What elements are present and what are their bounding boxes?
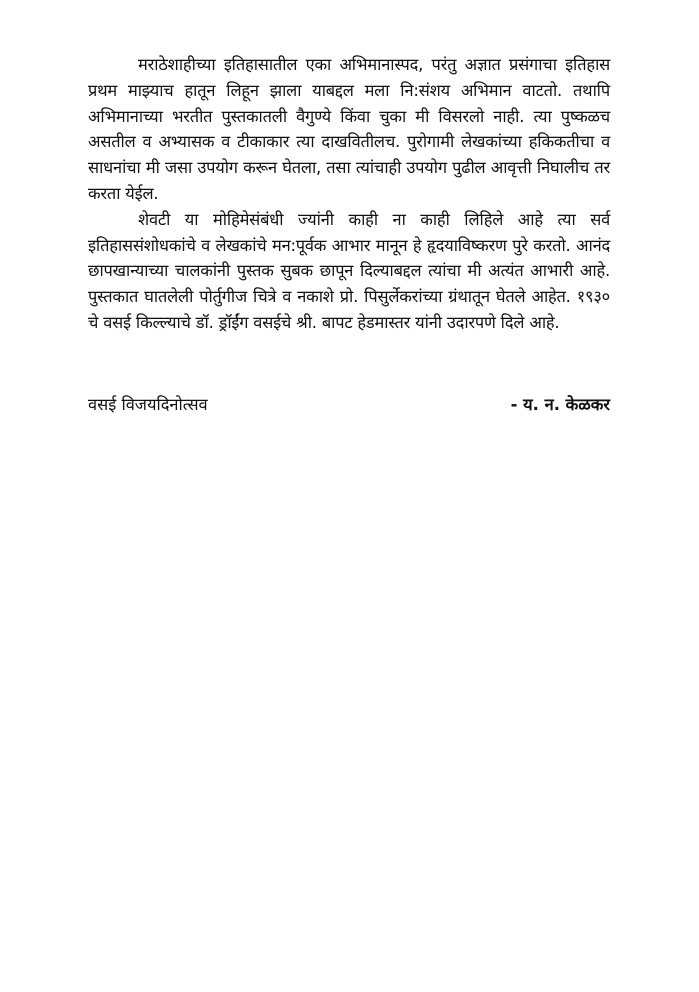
signoff: [88, 392, 610, 418]
paragraph-2: शेवटी या मोहिमेसंबंधी ज्यांनी काही ना काही लिहिले आहे त्या सर्व इतिहाससंशोधकांचे व लेखकांचे मन:पूर्वक आभार मानून हे हृदयाविष्करण पुरे करतो. आनंद छापखान्याच्या चालकांनी पुस्तक सुबक छापून दिल्याबद्दल त्यांचा मी अत्यंत आभारी आहे. पुस्तकात घातलेली पोर्तुगीज चित्रे व नकाशे प्रो. पिसुर्लेकरांच्या ग्रंथातून घेतले आहेत. १९३० चे वसई किल्ल्याचे डॉ. ड्रॉईंग वसईचे श्री. बापट हेडमास्तर यांनी उदारपणे दिले आहे.: [88, 209, 610, 332]
document-body: [88, 52, 610, 336]
signoff-author: - य. न. केळकर: [510, 395, 610, 414]
signoff-place-date: वसई विजयदिनोत्सव: [88, 395, 208, 414]
paragraph-1: मराठेशाहीच्या इतिहासातील एका अभिमानास्पद, परंतु अज्ञात प्रसंगाचा इतिहास प्रथम माझ्याच हातून लिहून झाला याबद्दल मला नि:संशय अभिमान वाटतो. तथापि अभिमानाच्या भरतीत पुस्तकातली वैगुण्ये किंवा चुका मी विसरलो नाही. त्या पुष्कळच असतील व अभ्यासक व टीकाकार त्या दाखवितीलच. पुरोगामी लेखकांच्या हकिकतीचा व साधनांचा मी जसा उपयोग करून घेतला, तसा त्यांचाही उपयोग पुढील आवृत्ती निघालीच तर करता येईल.: [88, 55, 610, 203]
